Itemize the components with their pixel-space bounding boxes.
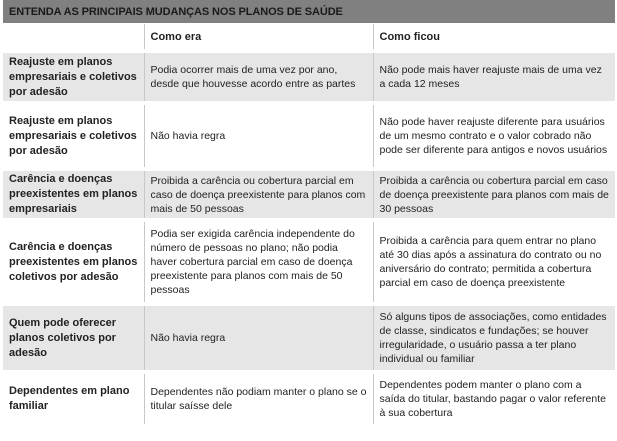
row-before: Dependentes não podiam manter o plano se o titular saísse dele [144,372,373,424]
column-header-after: Como ficou [373,24,615,51]
row-after: Proibida a carência para quem entrar no plano até 30 dias após a assinatura do contrato ou no aniversário do contrato; permitida a cobertura parcial em caso de doença preexistente [373,220,615,304]
table-row [3,51,615,103]
comparison-table-container [3,0,615,441]
row-topic: Carência e doenças preexistentes em planos empresariais [3,169,144,220]
table-row [3,169,615,220]
row-topic: Carência e doenças preexistentes em planos coletivos por adesão [3,220,144,304]
row-before: Não havia regra [144,304,373,372]
row-after: Não pode haver reajuste diferente para usuários de um mesmo contrato e o valor cobrado não pode ser diferente para antigos e novos usuários [373,103,615,169]
table-row [3,220,615,304]
column-header-before: Como era [144,24,373,51]
row-topic: Quem pode oferecer planos coletivos por adesão [3,304,144,372]
row-before: Não havia regra [144,103,373,169]
row-before: Podia ocorrer mais de uma vez por ano, desde que houvesse acordo entre as partes [144,51,373,103]
header-row [3,24,615,51]
table-row [3,304,615,372]
table-row [3,103,615,169]
table-row [3,372,615,424]
table-title: ENTENDA AS PRINCIPAIS MUDANÇAS NOS PLANOS DE SAÚDE [9,5,343,18]
column-header-topic [3,24,144,51]
row-after: Proibida a carência ou cobertura parcial em caso de doença preexistente para planos com mais de 30 pessoas [373,169,615,220]
table-title-bar [3,0,615,24]
row-before: Proibida a carência ou cobertura parcial em caso de doença preexistente para planos com mais de 50 pessoas [144,169,373,220]
row-topic: Dependentes em plano familiar [3,372,144,424]
comparison-table [3,24,615,424]
row-topic: Reajuste em planos empresariais e coletivos por adesão [3,51,144,103]
row-before: Podia ser exigida carência independente do número de pessoas no plano; não podia haver cobertura parcial em caso de doença preexistente para planos com mais de 50 pessoas [144,220,373,304]
row-topic: Reajuste em planos empresariais e coletivos por adesão [3,103,144,169]
row-after: Dependentes podem manter o plano com a saída do titular, bastando pagar o valor referente à sua cobertura [373,372,615,424]
row-after: Não pode mais haver reajuste mais de uma vez a cada 12 meses [373,51,615,103]
row-after: Só alguns tipos de associações, como entidades de classe, sindicatos e fundações; se houver irregularidade, o usuário passa a ter plano individual ou familiar [373,304,615,372]
